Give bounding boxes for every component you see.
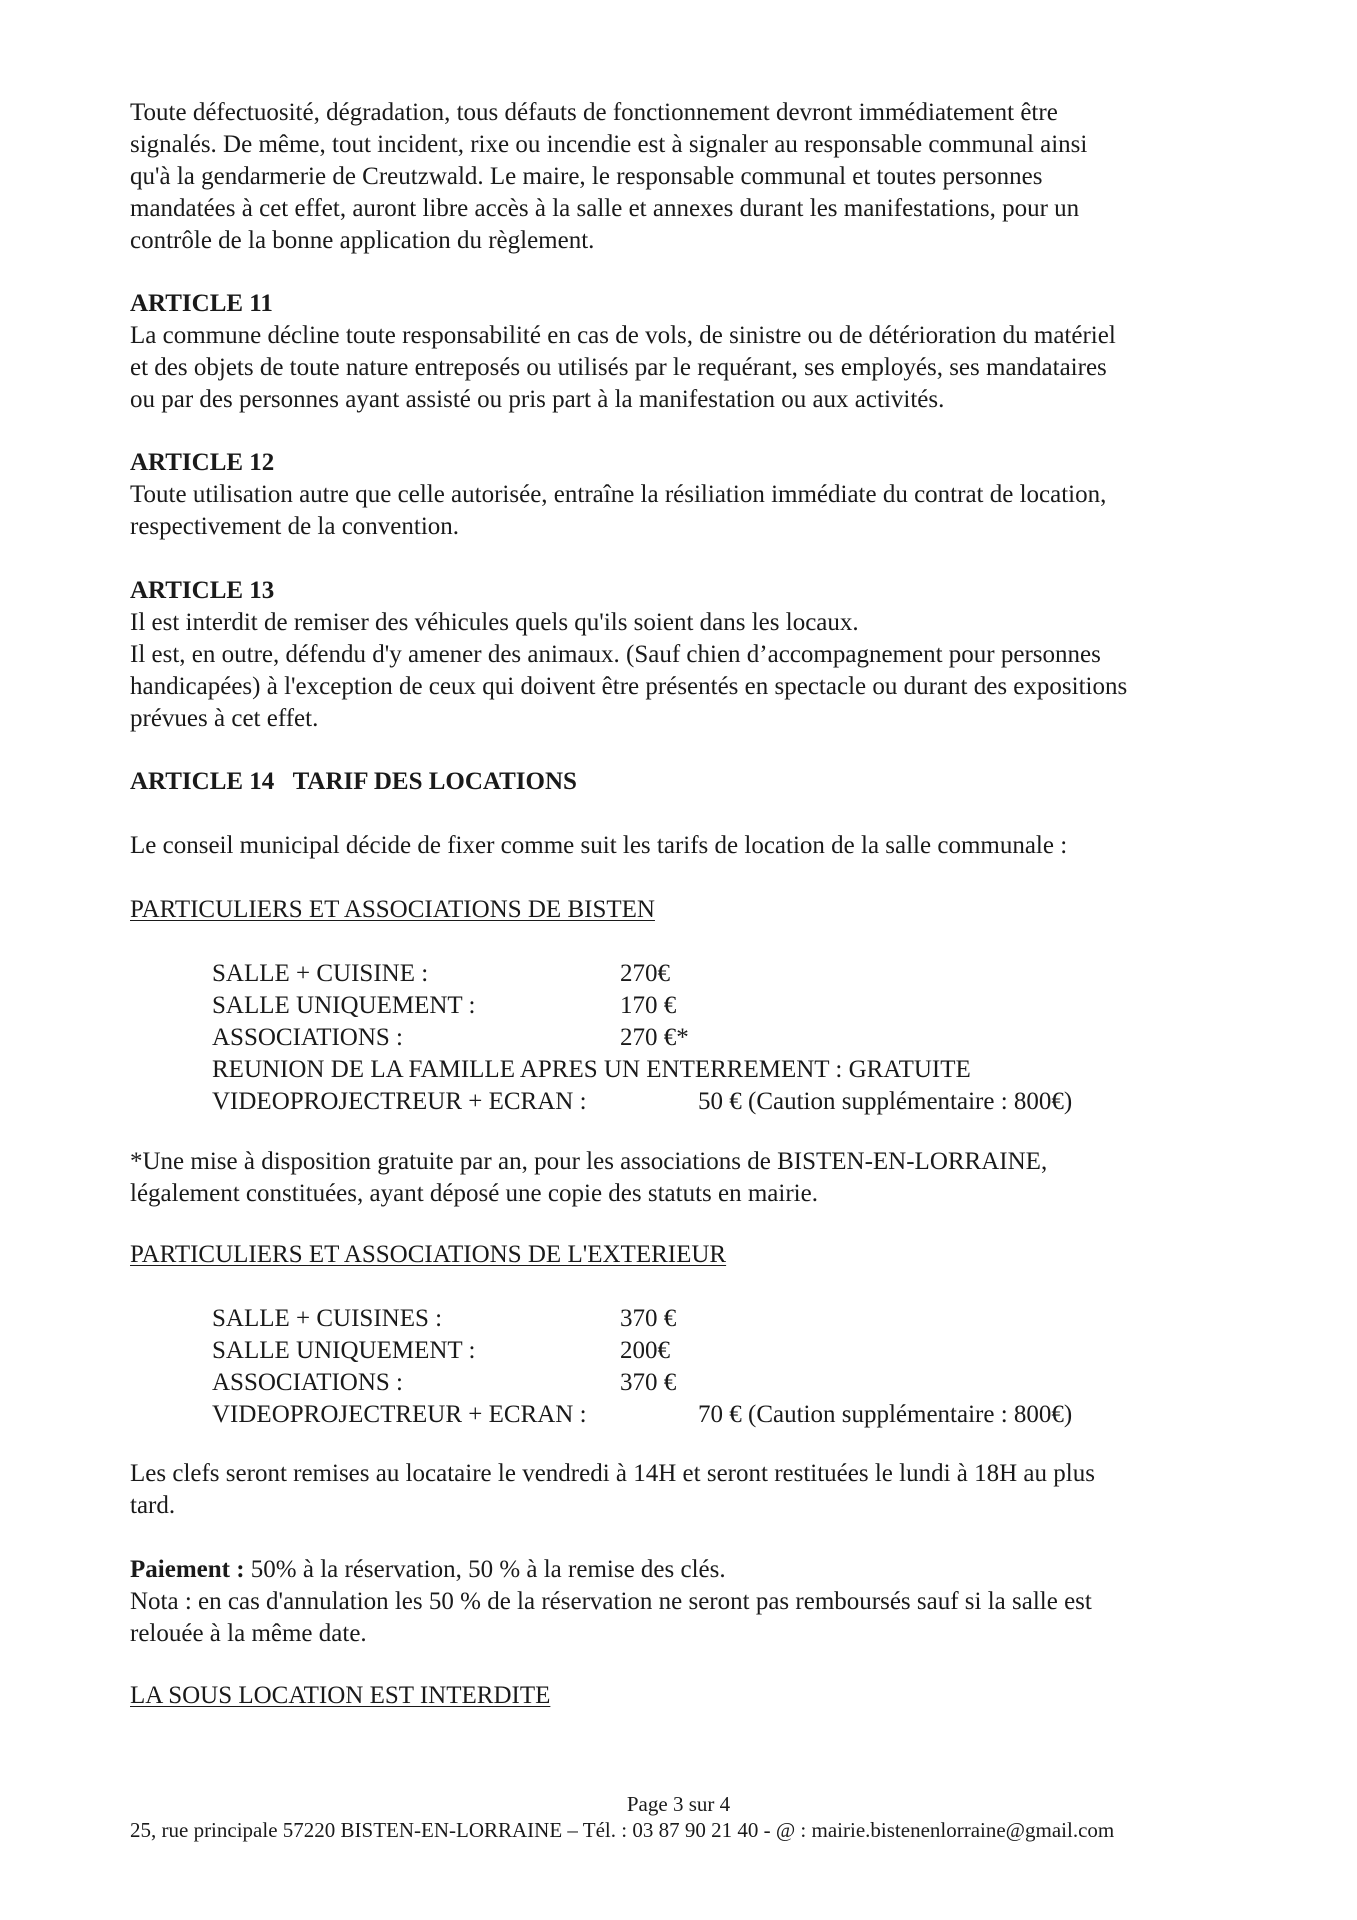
article-heading: ARTICLE 11 [130, 290, 273, 317]
tarif-value: 170 € [620, 992, 677, 1019]
text-line: Les clefs seront remises au locataire le vendredi à 14H et seront restituées le lundi à 18H au plus [130, 1460, 1095, 1487]
article-11 [130, 288, 1230, 416]
payment-text: 50% à la réservation, 50 % à la remise des clés. [244, 1556, 726, 1583]
section-title: PARTICULIERS ET ASSOCIATIONS DE BISTEN [130, 896, 655, 923]
tarif-label: VIDEOPROJECTREUR + ECRAN : [212, 1088, 587, 1115]
article-heading: ARTICLE 14 TARIF DES LOCATIONS [130, 768, 577, 795]
sublet-notice [130, 1680, 1230, 1712]
text-line: *Une mise à disposition gratuite par an, pour les associations de BISTEN-EN-LORRAINE, [130, 1148, 1048, 1175]
page-number: Page 3 sur 4 [626, 1792, 731, 1816]
section-title: PARTICULIERS ET ASSOCIATIONS DE L'EXTERIEUR [130, 1241, 727, 1268]
tarif-label: VIDEOPROJECTREUR + ECRAN : [212, 1401, 587, 1428]
tarif-intro [130, 830, 1230, 862]
text-line: Toute utilisation autre que celle autorisée, entraîne la résiliation immédiate du contrat de location, [130, 481, 1107, 508]
tarif-value: 270€ [620, 960, 670, 987]
text-line: handicapées) à l'exception de ceux qui doivent être présentés en spectacle ou durant des expositions [130, 673, 1128, 700]
text-line: respectivement de la convention. [130, 513, 460, 540]
footer-address: 25, rue principale 57220 BISTEN-EN-LORRAINE – Tél. : 03 87 90 21 40 - @ : mairie.bistenenlorraine@gmail.com [130, 1818, 1115, 1842]
article-12 [130, 447, 1230, 543]
keys-paragraph [130, 1458, 1230, 1522]
section-title-bisten [130, 894, 1230, 926]
section-title-exterieur [130, 1239, 1230, 1271]
text-line: prévues à cet effet. [130, 705, 319, 732]
tarif-value: 270 €* [620, 1024, 689, 1051]
text-line: Toute défectuosité, dégradation, tous défauts de fonctionnement devront immédiatement être [130, 99, 1058, 126]
text-line: mandatées à cet effet, auront libre accès à la salle et annexes durant les manifestations, pour un [130, 195, 1080, 222]
tarif-label: SALLE UNIQUEMENT : [212, 992, 476, 1019]
bisten-footnote [130, 1146, 1230, 1210]
tarif-value: 200€ [620, 1337, 670, 1364]
tarif-value: 370 € [620, 1369, 677, 1396]
payment-line [130, 1554, 1230, 1586]
intro-paragraph [130, 97, 1230, 257]
text-line: contrôle de la bonne application du règlement. [130, 227, 595, 254]
text-line: qu'à la gendarmerie de Creutzwald. Le maire, le responsable communal et toutes personnes [130, 163, 1043, 190]
text-line: La commune décline toute responsabilité en cas de vols, de sinistre ou de détérioration du matériel [130, 322, 1116, 349]
text-line: signalés. De même, tout incident, rixe ou incendie est à signaler au responsable communal ainsi [130, 131, 1088, 158]
tarif-value: 370 € [620, 1305, 677, 1332]
text-line: Le conseil municipal décide de fixer comme suit les tarifs de location de la salle communale : [130, 832, 1068, 859]
sublet-text: LA SOUS LOCATION EST INTERDITE [130, 1682, 551, 1709]
payment-label: Paiement : [130, 1556, 245, 1583]
text-line: tard. [130, 1492, 176, 1519]
tarif-label-funeral: REUNION DE LA FAMILLE APRES UN ENTERREMENT : GRATUITE [212, 1056, 971, 1083]
article-13 [130, 575, 1230, 735]
article-heading: ARTICLE 13 [130, 577, 275, 604]
tarif-value: 50 € (Caution supplémentaire : 800€) [698, 1088, 1073, 1115]
tarif-label: ASSOCIATIONS : [212, 1024, 404, 1051]
text-line: légalement constituées, ayant déposé une copie des statuts en mairie. [130, 1180, 818, 1207]
text-line: ou par des personnes ayant assisté ou pris part à la manifestation ou aux activités. [130, 386, 945, 413]
tarif-label: SALLE + CUISINES : [212, 1305, 443, 1332]
text-line: relouée à la même date. [130, 1620, 367, 1647]
tarif-label: ASSOCIATIONS : [212, 1369, 404, 1396]
tarif-value: 70 € (Caution supplémentaire : 800€) [698, 1401, 1073, 1428]
payment-paragraph [130, 1554, 1230, 1650]
text-line: et des objets de toute nature entreposés ou utilisés par le requérant, ses employés, ses mandataires [130, 354, 1107, 381]
text-line: Il est, en outre, défendu d'y amener des animaux. (Sauf chien d’accompagnement pour personnes [130, 641, 1101, 668]
text-line: Il est interdit de remiser des véhicules quels qu'ils soient dans les locaux. [130, 609, 859, 636]
text-line: Nota : en cas d'annulation les 50 % de la réservation ne seront pas remboursés sauf si la salle est [130, 1588, 1092, 1615]
tarif-label: SALLE + CUISINE : [212, 960, 429, 987]
tarif-label: SALLE UNIQUEMENT : [212, 1337, 476, 1364]
article-heading: ARTICLE 12 [130, 449, 275, 476]
article-14 [130, 766, 1230, 798]
